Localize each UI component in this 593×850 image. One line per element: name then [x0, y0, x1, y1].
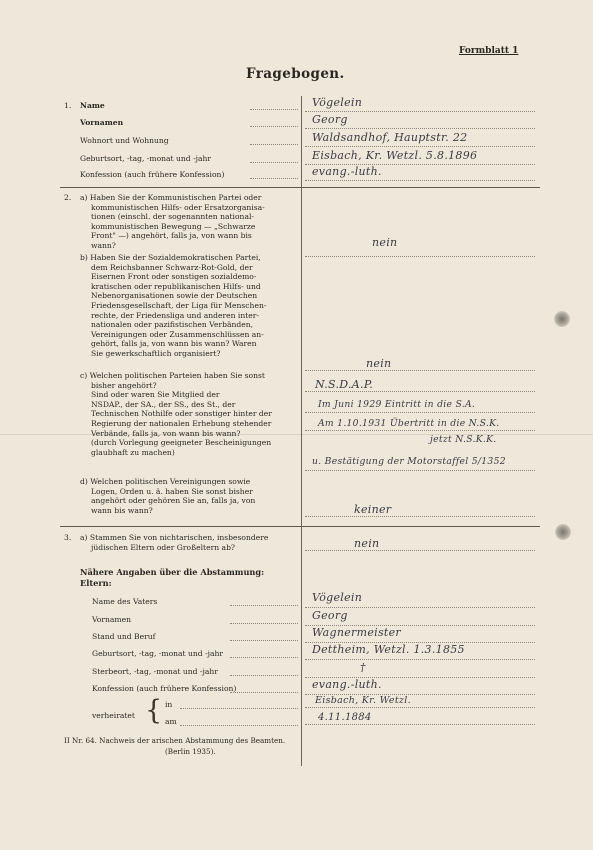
question-2c-line-7: (durch Vorlegung geeigneter Bescheinigungen [91, 438, 272, 448]
ancestry-heading: Nähere Angaben über die Abstammung: [80, 567, 265, 577]
footer-note: II Nr. 64. Nachweis der arischen Abstammung des Beamten. [64, 736, 286, 745]
section1-number: 1. [64, 101, 72, 110]
question-2b-line-7: nationalen oder pazifistischen Verbänden, [91, 320, 254, 330]
question-2b-line-8: Vereinigungen oder Zusammenschlüssen an- [91, 329, 264, 339]
parent-answer-0[interactable]: Vögelein [312, 591, 363, 604]
leader-dots [230, 692, 298, 693]
leader-dots [230, 657, 298, 658]
answer-3a[interactable]: nein [354, 537, 380, 550]
answer-line [305, 256, 535, 257]
parent-label-2: Stand und Beruf [92, 632, 156, 641]
page-title: Fragebogen. [246, 66, 345, 82]
question-2b-line-1: dem Reichsbanner Schwarz-Rot-Gold, der [91, 262, 253, 272]
section1-answer-2[interactable]: Waldsandhof, Hauptstr. 22 [312, 131, 468, 144]
section1-answer-3[interactable]: Eisbach, Kr. Wetzl. 5.8.1896 [312, 149, 478, 162]
parent-label-3: Geburtsort, -tag, -monat und -jahr [92, 649, 224, 658]
section1-answer-0[interactable]: Vögelein [312, 96, 363, 109]
footer-note-2: (Berlin 1935). [165, 747, 216, 756]
leader-dots [230, 640, 298, 641]
leader-dots [230, 623, 298, 624]
fold-crease [0, 434, 593, 435]
parent-answer-1[interactable]: Georg [312, 609, 348, 622]
question-2c-line-8: glaubhaft zu machen) [91, 447, 175, 457]
answer-line [305, 412, 535, 413]
section1-label-0: Name [80, 101, 105, 110]
leader-dots [250, 144, 298, 145]
answer-line [305, 391, 535, 392]
married-label: verheiratet [92, 711, 135, 720]
question-2a-line-5: wann? [91, 241, 116, 250]
question-2c-line-6: Verbände, falls ja, von wann bis wann? [91, 428, 241, 438]
question-2b-line-10: Sie gewerkschaftlich organisiert? [91, 349, 221, 358]
section1-label-1: Vornamen [80, 118, 124, 127]
question-2a-line-0: a) Haben Sie der Kommunistischen Partei oder [80, 193, 262, 202]
question-3a-line-1: jüdischen Eltern oder Großeltern ab? [91, 542, 235, 552]
question-2a-line-3: kommunistischen Bewegung — „Schwarze [91, 221, 256, 231]
parent-answer-3[interactable]: Dettheim, Wetzl. 1.3.1855 [312, 643, 465, 656]
question-2b-line-4: Nebenorganisationen sowie der Deutschen [91, 291, 258, 301]
answer-line [305, 470, 535, 471]
question-2c-line-4: Technischen Nothilfe oder sonstiger hinter der [91, 409, 272, 419]
column-divider [301, 96, 302, 766]
answer-line [305, 128, 535, 129]
answer-2c-0[interactable]: N.S.D.A.P. [315, 378, 374, 391]
leader-dots [250, 126, 298, 127]
parent-answer-2[interactable]: Wagnermeister [312, 626, 401, 639]
separator-1 [60, 187, 540, 188]
married-am-answer[interactable]: 4.11.1884 [318, 712, 372, 723]
leader-dots [180, 708, 298, 709]
question-2c-line-2: Sind oder waren Sie Mitglied der [91, 390, 220, 400]
answer-line [305, 724, 535, 725]
question-2b-line-0: b) Haben Sie der Sozialdemokratischen Partei, [80, 253, 261, 262]
question-2c-line-1: bisher angehört? [91, 380, 157, 390]
question-2c-line-0: c) Welchen politischen Parteien haben Sie sonst [80, 371, 265, 380]
leader-dots [250, 162, 298, 163]
section1-label-2: Wohnort und Wohnung [80, 136, 169, 145]
leader-dots [180, 725, 298, 726]
question-2a-line-1: kommunistischen Hilfs- oder Ersatzorganisa- [91, 202, 265, 212]
answer-line [305, 516, 535, 517]
question-2a-line-4: Front" —) angehört, falls ja, von wann bis [91, 231, 252, 241]
punch-hole-bottom [555, 524, 571, 540]
in-label: in [165, 700, 173, 709]
parent-label-1: Vornamen [92, 615, 131, 624]
question-2d-line-0: d) Welchen politischen Vereinigungen sowie [80, 477, 251, 486]
answer-line [305, 180, 535, 181]
separator-2 [60, 526, 540, 527]
parent-label-4: Sterbeort, -tag, -monat und -jahr [92, 667, 218, 676]
parents-heading: Eltern: [80, 578, 112, 588]
parent-label-5: Konfession (auch frühere Konfession) [92, 684, 237, 693]
form-label: Formblatt 1 [459, 46, 519, 56]
answer-line [305, 370, 535, 371]
section3-number: 3. [64, 533, 72, 542]
answer-line [305, 146, 535, 147]
answer-2a[interactable]: nein [372, 236, 398, 249]
section1-answer-1[interactable]: Georg [312, 113, 348, 126]
answer-2c-2[interactable]: Am 1.10.1931 Übertritt in die N.S.K. [318, 418, 500, 429]
answer-line [305, 707, 535, 708]
section2-number: 2. [64, 193, 72, 202]
leader-dots [250, 178, 298, 179]
question-2c-line-3: NSDAP., der SA., der SS., des St., der [91, 399, 236, 409]
answer-line [305, 607, 535, 608]
punch-hole-top [554, 311, 570, 327]
leader-dots [230, 675, 298, 676]
answer-2c-1[interactable]: Im Juni 1929 Eintritt in die S.A. [318, 399, 476, 410]
married-brace: { [145, 695, 163, 726]
question-2b-line-2: Eisernen Front oder sonstigen sozialdemo- [91, 272, 257, 282]
section1-answer-4[interactable]: evang.-luth. [312, 165, 382, 178]
am-label: am [165, 717, 177, 726]
answer-line [305, 550, 535, 551]
parent-label-0: Name des Vaters [92, 597, 158, 606]
question-2b-line-3: kratischen oder republikanischen Hilfs- und [91, 281, 261, 291]
section1-label-4: Konfession (auch frühere Konfession) [80, 170, 225, 179]
question-2a-line-2: tionen (einschl. der sogenannten national- [91, 212, 254, 222]
question-3a-line-0: a) Stammen Sie von nichtarischen, insbesondere [80, 533, 269, 542]
answer-line [305, 111, 535, 112]
section1-label-3: Geburtsort, -tag, -monat und -jahr [80, 154, 212, 163]
question-2d-line-2: angehört oder gehören Sie an, falls ja, von [91, 496, 256, 506]
answer-2c-3[interactable]: jetzt N.S.K.K. [430, 434, 497, 445]
answer-2b[interactable]: nein [366, 357, 392, 370]
leader-dots [230, 605, 298, 606]
question-2b-line-9: gehört, falls ja, von wann bis wann? Waren [91, 339, 257, 349]
married-in-answer[interactable]: Eisbach, Kr. Wetzl. [315, 695, 411, 706]
question-2d-line-3: wann bis wann? [91, 505, 153, 515]
question-2c-line-5: Regierung der nationalen Erhebung stehender [91, 419, 272, 428]
answer-2c-4[interactable]: u. Bestätigung der Motorstaffel 5/1352 [312, 456, 506, 467]
question-2b-line-6: rechte, der Friedensliga und anderen inter- [91, 310, 259, 320]
parent-answer-5[interactable]: evang.-luth. [312, 678, 382, 691]
leader-dots [250, 109, 298, 110]
answer-line [305, 430, 535, 431]
answer-line [305, 659, 535, 660]
parent-answer-4[interactable]: † [360, 661, 366, 674]
question-2b-line-5: Friedensgesellschaft, der Liga für Menschen- [91, 301, 267, 310]
question-2d-line-1: Logen, Orden u. ä. haben Sie sonst bisher [91, 486, 253, 496]
answer-2d[interactable]: keiner [354, 503, 392, 516]
